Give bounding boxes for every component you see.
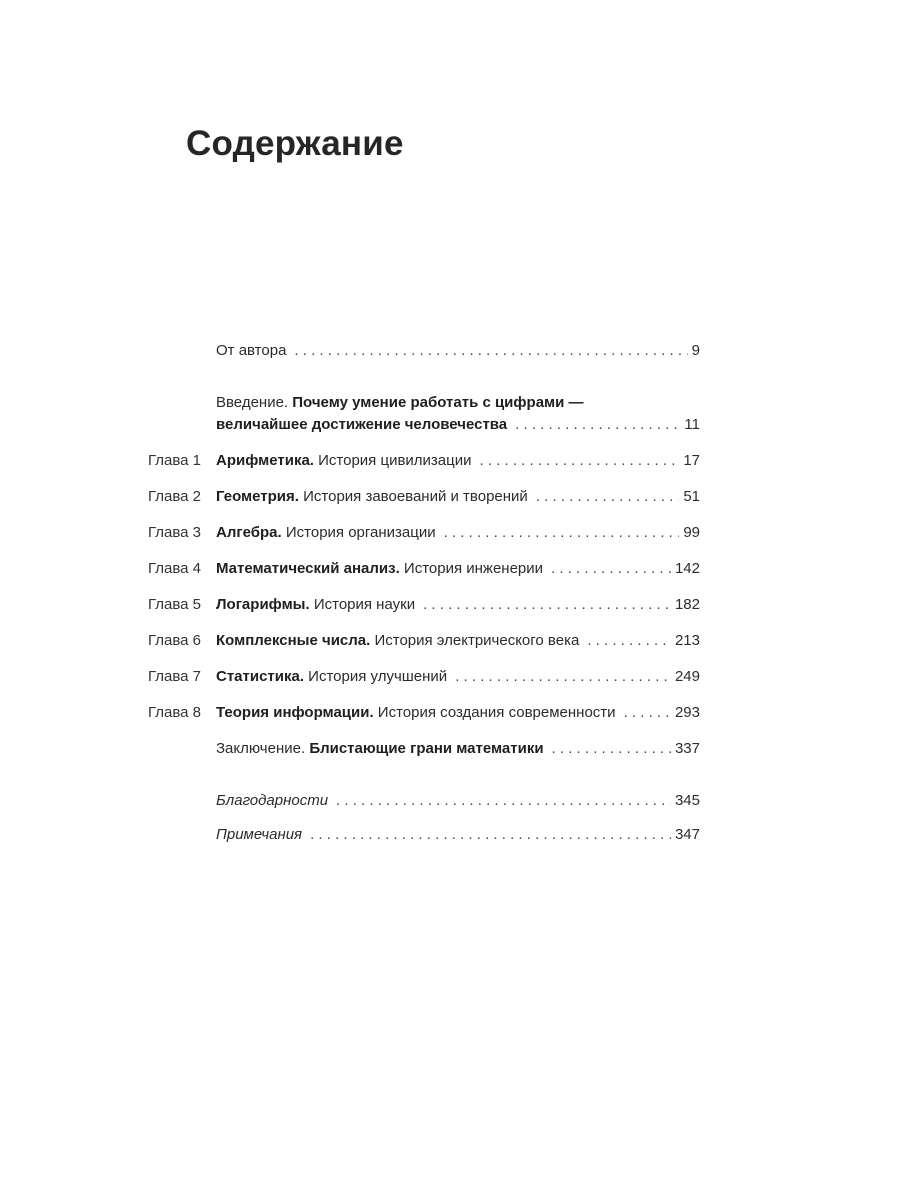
chapter-subtitle: История улучшений — [304, 668, 448, 685]
notes-title: Примечания — [216, 826, 303, 843]
dot-leader — [536, 486, 680, 508]
entry-page: 345 — [674, 792, 700, 809]
dot-leader — [455, 666, 671, 688]
chapter-subtitle: История создания современности — [373, 704, 616, 721]
chapter-title: Статистика. — [216, 668, 305, 685]
dot-leader — [587, 630, 671, 652]
dot-leader — [310, 824, 671, 846]
intro-title-part-1: Почему умение работать с цифрами — — [292, 394, 584, 411]
entry-page: 182 — [674, 596, 700, 613]
entry-title: От автора — [216, 342, 287, 359]
entry-page: 11 — [684, 416, 700, 433]
chapter-subtitle: История организации — [281, 524, 436, 541]
chapter-title: Арифметика. — [216, 452, 314, 469]
intro-line-2 — [148, 414, 700, 436]
toc-entry-chapter[interactable] — [148, 630, 700, 652]
entry-page: 99 — [683, 524, 700, 541]
toc-entry-chapter[interactable] — [148, 666, 700, 688]
chapter-title: Геометрия. — [216, 488, 299, 505]
intro-prefix: Введение. — [216, 394, 293, 411]
entry-page: 51 — [683, 488, 700, 505]
chapter-number: Глава 8 — [148, 704, 202, 721]
chapter-subtitle: История науки — [309, 596, 416, 613]
entry-page: 249 — [674, 668, 700, 685]
dot-leader — [444, 522, 680, 544]
chapter-title: Логарифмы. — [216, 596, 310, 613]
dot-leader — [294, 340, 687, 362]
toc-entry-acknowledgments[interactable] — [148, 790, 700, 812]
chapter-title: Теория информации. — [216, 704, 374, 721]
entry-page: 347 — [674, 826, 700, 843]
entry-page: 293 — [674, 704, 700, 721]
chapter-number: Глава 6 — [148, 632, 202, 649]
toc-entry-chapter[interactable] — [148, 702, 700, 724]
chapter-list — [148, 450, 700, 724]
chapter-number: Глава 2 — [148, 488, 202, 505]
dot-leader — [336, 790, 671, 812]
entry-page: 9 — [691, 342, 700, 359]
entry-page: 142 — [674, 560, 700, 577]
entry-page: 337 — [674, 740, 700, 757]
toc-entry-notes[interactable] — [148, 824, 700, 846]
conclusion-title: Блистающие грани математики — [309, 740, 544, 757]
dot-leader — [552, 738, 671, 760]
toc-entry-chapter[interactable] — [148, 486, 700, 508]
dot-leader — [551, 558, 671, 580]
chapter-subtitle: История инженерии — [399, 560, 544, 577]
chapter-number: Глава 3 — [148, 524, 202, 541]
chapter-number: Глава 7 — [148, 668, 202, 685]
dot-leader — [423, 594, 671, 616]
toc-entry-intro[interactable] — [148, 392, 700, 436]
chapter-subtitle: История завоеваний и творений — [298, 488, 528, 505]
dot-leader — [624, 702, 671, 724]
toc-entry-chapter[interactable] — [148, 594, 700, 616]
chapter-subtitle: История цивилизации — [313, 452, 472, 469]
page-title: Содержание — [186, 124, 404, 163]
acknowledgments-title: Благодарности — [216, 792, 329, 809]
chapter-number: Глава 1 — [148, 452, 202, 469]
chapter-title: Комплексные числа. — [216, 632, 371, 649]
toc-entry-preface[interactable] — [148, 340, 700, 362]
dot-leader — [515, 414, 680, 436]
entry-page: 213 — [674, 632, 700, 649]
chapter-title: Математический анализ. — [216, 560, 400, 577]
conclusion-prefix: Заключение. — [216, 740, 310, 757]
dot-leader — [480, 450, 680, 472]
intro-line-1 — [148, 392, 700, 414]
toc-entry-conclusion[interactable] — [148, 738, 700, 760]
chapter-subtitle: История электрического века — [370, 632, 580, 649]
chapter-title: Алгебра. — [216, 524, 282, 541]
intro-title-part-2: величайшее достижение человечества — [216, 416, 508, 433]
toc-entry-chapter[interactable] — [148, 558, 700, 580]
chapter-number: Глава 5 — [148, 596, 202, 613]
toc-entry-chapter[interactable] — [148, 450, 700, 472]
table-of-contents — [148, 340, 700, 846]
toc-entry-chapter[interactable] — [148, 522, 700, 544]
entry-page: 17 — [683, 452, 700, 469]
chapter-number: Глава 4 — [148, 560, 202, 577]
